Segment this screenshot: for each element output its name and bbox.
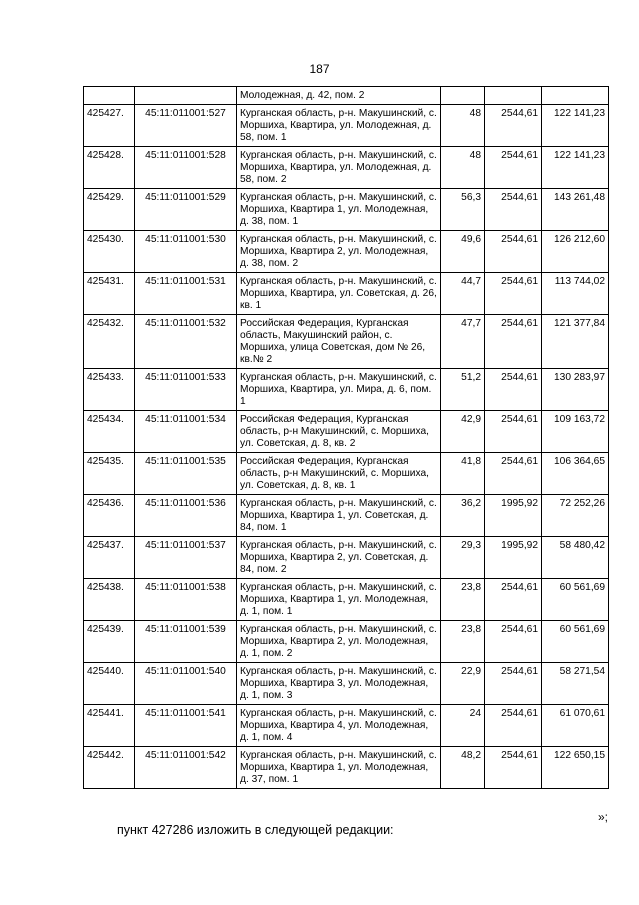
cell-address: Российская Федерация, Курганская область, р-н Макушинский, с. Моршиха, ул. Советская, д. 8, кв. 1 [237,453,441,495]
table-row [84,621,609,663]
cell-value: 113 744,02 [542,273,609,315]
cell-price [485,87,542,105]
cell-price: 2544,61 [485,147,542,189]
cell-value: 60 561,69 [542,621,609,663]
cell-address: Курганская область, р-н. Макушинский, с. Моршиха, Квартира 2, ул. Молодежная, д. 38, пом. 2 [237,231,441,273]
cell-area: 41,8 [441,453,485,495]
cell-price: 2544,61 [485,315,542,369]
cell-value: 58 271,54 [542,663,609,705]
cell-number: 425435. [84,453,135,495]
cell-area: 48 [441,105,485,147]
cell-address: Курганская область, р-н. Макушинский, с. Моршиха, Квартира, ул. Молодежная, д. 58, пом. 1 [237,105,441,147]
cell-cadastral: 45:11:011001:534 [135,411,237,453]
table-row [84,315,609,369]
cell-cadastral: 45:11:011001:530 [135,231,237,273]
cell-number: 425431. [84,273,135,315]
cell-value: 58 480,42 [542,537,609,579]
table-row [84,411,609,453]
cell-area: 36,2 [441,495,485,537]
cell-price: 2544,61 [485,411,542,453]
cell-cadastral: 45:11:011001:539 [135,621,237,663]
cell-number: 425438. [84,579,135,621]
page-number: 187 [309,62,330,76]
cell-address: Курганская область, р-н. Макушинский, с. Моршиха, Квартира, ул. Молодежная, д. 58, пом. 2 [237,147,441,189]
cell-price: 2544,61 [485,663,542,705]
cell-area: 48 [441,147,485,189]
cell-value: 121 377,84 [542,315,609,369]
cell-number: 425436. [84,495,135,537]
cell-area: 22,9 [441,663,485,705]
cell-price: 2544,61 [485,105,542,147]
cell-value: 126 212,60 [542,231,609,273]
cell-number: 425428. [84,147,135,189]
cell-area: 51,2 [441,369,485,411]
cell-cadastral: 45:11:011001:529 [135,189,237,231]
cell-number: 425439. [84,621,135,663]
cell-price: 2544,61 [485,747,542,789]
cell-cadastral: 45:11:011001:532 [135,315,237,369]
cell-price: 2544,61 [485,231,542,273]
table-row [84,663,609,705]
table-row [84,105,609,147]
cell-price: 2544,61 [485,453,542,495]
cell-address: Курганская область, р-н. Макушинский, с. Моршиха, Квартира 3, ул. Молодежная, д. 1, пом. 3 [237,663,441,705]
registry-table [83,86,609,789]
cell-price: 2544,61 [485,189,542,231]
table-row [84,231,609,273]
cell-number: 425427. [84,105,135,147]
table-row [84,579,609,621]
cell-value [542,87,609,105]
cell-price: 2544,61 [485,579,542,621]
table-row [84,537,609,579]
table-row-continuation [84,87,609,105]
cell-number: 425429. [84,189,135,231]
cell-address: Курганская область, р-н. Макушинский, с. Моршиха, Квартира 1, ул. Советская, д. 84, пом. 1 [237,495,441,537]
cell-area: 48,2 [441,747,485,789]
cell-value: 72 252,26 [542,495,609,537]
cell-address: Курганская область, р-н. Макушинский, с. Моршиха, Квартира, ул. Мира, д. 6, пом. 1 [237,369,441,411]
cell-area: 42,9 [441,411,485,453]
cell-value: 60 561,69 [542,579,609,621]
cell-address: Российская Федерация, Курганская область, Макушинский район, с. Моршиха, улица Советская, дом № 26, кв.№ 2 [237,315,441,369]
cell-area: 56,3 [441,189,485,231]
cell-number: 425434. [84,411,135,453]
cell-cadastral: 45:11:011001:537 [135,537,237,579]
cell-number: 425437. [84,537,135,579]
cell-cadastral: 45:11:011001:527 [135,105,237,147]
cell-cadastral: 45:11:011001:538 [135,579,237,621]
cell-address: Курганская область, р-н. Макушинский, с. Моршиха, Квартира 4, ул. Молодежная, д. 1, пом. 4 [237,705,441,747]
cell-area: 24 [441,705,485,747]
cell-area: 23,8 [441,579,485,621]
instruction-text: пункт 427286 изложить в следующей редакции: [117,823,394,837]
cell-number: 425432. [84,315,135,369]
table-row [84,747,609,789]
table-row [84,147,609,189]
table-row [84,273,609,315]
cell-address: Курганская область, р-н. Макушинский, с. Моршиха, Квартира 2, ул. Советская, д. 84, пом. 2 [237,537,441,579]
cell-price: 2544,61 [485,621,542,663]
cell-price: 1995,92 [485,495,542,537]
cell-number: 425440. [84,663,135,705]
cell-price: 1995,92 [485,537,542,579]
cell-value: 109 163,72 [542,411,609,453]
cell-price: 2544,61 [485,369,542,411]
cell-number: 425441. [84,705,135,747]
cell-address: Курганская область, р-н. Макушинский, с. Моршиха, Квартира 2, ул. Молодежная, д. 1, пом. 2 [237,621,441,663]
cell-address: Курганская область, р-н. Макушинский, с. Моршиха, Квартира 1, ул. Молодежная, д. 38, пом. 1 [237,189,441,231]
cell-price: 2544,61 [485,273,542,315]
cell-cadastral: 45:11:011001:535 [135,453,237,495]
cell-address: Курганская область, р-н. Макушинский, с. Моршиха, Квартира 1, ул. Молодежная, д. 1, пом. 1 [237,579,441,621]
cell-cadastral [135,87,237,105]
cell-price: 2544,61 [485,705,542,747]
cell-area: 47,7 [441,315,485,369]
table-row [84,705,609,747]
cell-cadastral: 45:11:011001:541 [135,705,237,747]
table-row [84,453,609,495]
cell-value: 130 283,97 [542,369,609,411]
cell-address: Молодежная, д. 42, пом. 2 [237,87,441,105]
cell-number: 425433. [84,369,135,411]
table-row [84,189,609,231]
cell-value: 106 364,65 [542,453,609,495]
cell-number [84,87,135,105]
table-row [84,369,609,411]
cell-cadastral: 45:11:011001:531 [135,273,237,315]
cell-address: Курганская область, р-н. Макушинский, с. Моршиха, Квартира, ул. Советская, д. 26, кв. 1 [237,273,441,315]
cell-value: 122 650,15 [542,747,609,789]
cell-value: 122 141,23 [542,105,609,147]
cell-cadastral: 45:11:011001:540 [135,663,237,705]
cell-value: 143 261,48 [542,189,609,231]
cell-number: 425430. [84,231,135,273]
cell-area: 29,3 [441,537,485,579]
cell-area: 44,7 [441,273,485,315]
cell-cadastral: 45:11:011001:528 [135,147,237,189]
cell-value: 122 141,23 [542,147,609,189]
cell-cadastral: 45:11:011001:542 [135,747,237,789]
cell-number: 425442. [84,747,135,789]
cell-value: 61 070,61 [542,705,609,747]
cell-cadastral: 45:11:011001:536 [135,495,237,537]
closing-mark: »; [598,810,609,824]
cell-area: 49,6 [441,231,485,273]
table-row [84,495,609,537]
cell-address: Российская Федерация, Курганская область, р-н Макушинский, с. Моршиха, ул. Советская, д. 8, кв. 2 [237,411,441,453]
cell-area [441,87,485,105]
cell-cadastral: 45:11:011001:533 [135,369,237,411]
cell-area: 23,8 [441,621,485,663]
cell-address: Курганская область, р-н. Макушинский, с. Моршиха, Квартира 1, ул. Молодежная, д. 37, пом. 1 [237,747,441,789]
